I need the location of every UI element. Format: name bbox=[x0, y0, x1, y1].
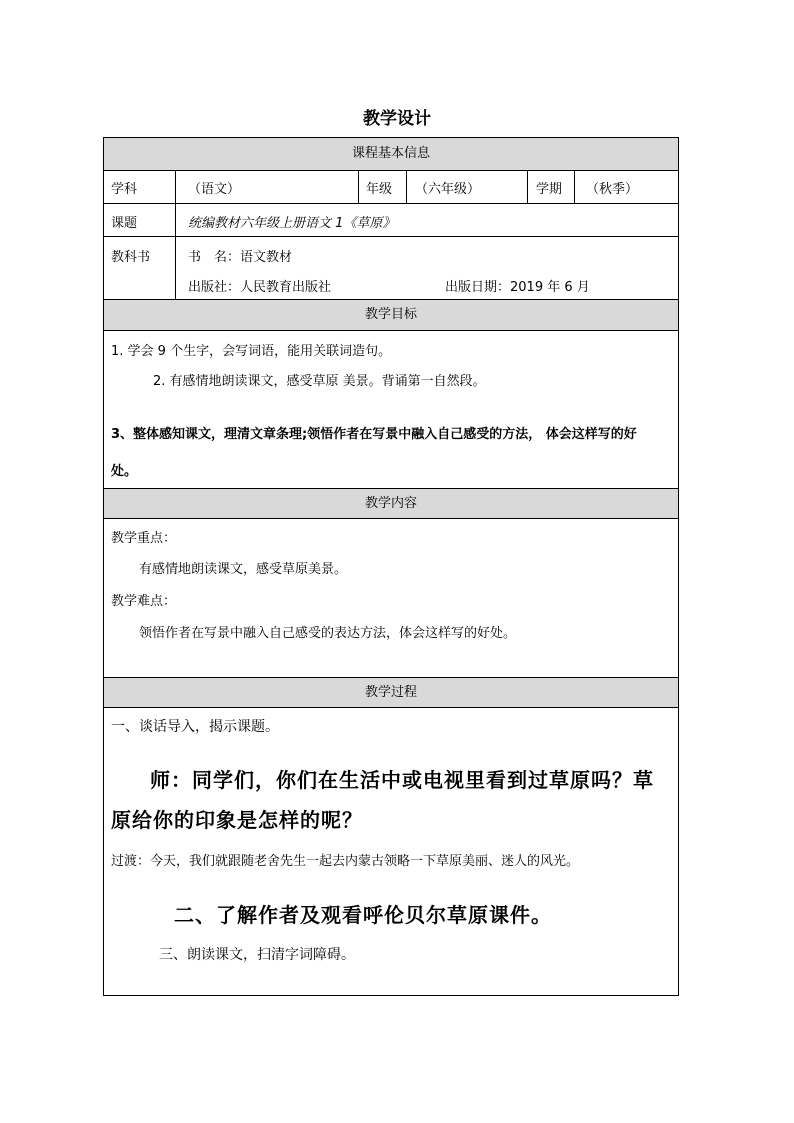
process-step-1: 一、谈话导入，揭示课题。 bbox=[111, 719, 279, 735]
basic-info-header: 课程基本信息 bbox=[104, 138, 678, 171]
topic-label: 课题 bbox=[111, 216, 138, 231]
key-points-text: 有感情地朗读课文，感受草原美景。 bbox=[139, 562, 348, 577]
grade-value: （六年级） bbox=[415, 182, 481, 197]
key-points-label: 教学重点： bbox=[111, 531, 177, 546]
lesson-plan-table bbox=[103, 137, 679, 996]
subject-value: （语文） bbox=[188, 182, 241, 197]
topic-value: 统编教材六年级上册语文 1《草原》 bbox=[188, 216, 396, 231]
publication-date: 出版日期：2019 年 6 月 bbox=[445, 280, 590, 295]
content-header: 教学内容 bbox=[104, 489, 678, 519]
term-value: （秋季） bbox=[586, 182, 639, 197]
process-header: 教学过程 bbox=[104, 678, 678, 708]
document-title: 教学设计 bbox=[363, 109, 431, 129]
difficulty-label: 教学难点： bbox=[111, 594, 177, 609]
objective-item-3-line-2: 处。 bbox=[111, 464, 138, 479]
teacher-question-line-1: 师：同学们，你们在生活中或电视里看到过草原吗？草 bbox=[150, 768, 654, 792]
subject-label: 学科 bbox=[111, 182, 138, 197]
term-label: 学期 bbox=[536, 182, 563, 197]
process-step-3: 三、朗读课文，扫清字词障碍。 bbox=[159, 947, 355, 963]
transition-text: 过渡：今天，我们就跟随老舍先生一起去内蒙古领略一下草原美丽、迷人的风光。 bbox=[111, 854, 580, 869]
objectives-header: 教学目标 bbox=[104, 300, 678, 331]
objective-item-1: 1. 学会 9 个生字，会写词语，能用关联词造句。 bbox=[111, 344, 392, 359]
objective-item-3-line-1: 3、整体感知课文，理清文章条理;领悟作者在写景中融入自己感受的方法， 体会这样写的好 bbox=[111, 427, 637, 442]
textbook-label: 教科书 bbox=[111, 250, 151, 265]
book-name: 书 名：语文教材 bbox=[188, 250, 293, 265]
process-step-2: 二、了解作者及观看呼伦贝尔草原课件。 bbox=[174, 903, 552, 927]
publisher: 出版社：人民教育出版社 bbox=[188, 280, 332, 295]
grade-label: 年级 bbox=[366, 182, 393, 197]
difficulty-text: 领悟作者在写景中融入自己感受的表达方法，体会这样写的好处。 bbox=[139, 626, 517, 641]
teacher-question-line-2: 原给你的印象是怎样的呢？ bbox=[111, 808, 363, 832]
objective-item-2: 2. 有感情地朗读课文，感受草原 美景。背诵第一自然段。 bbox=[153, 374, 486, 389]
